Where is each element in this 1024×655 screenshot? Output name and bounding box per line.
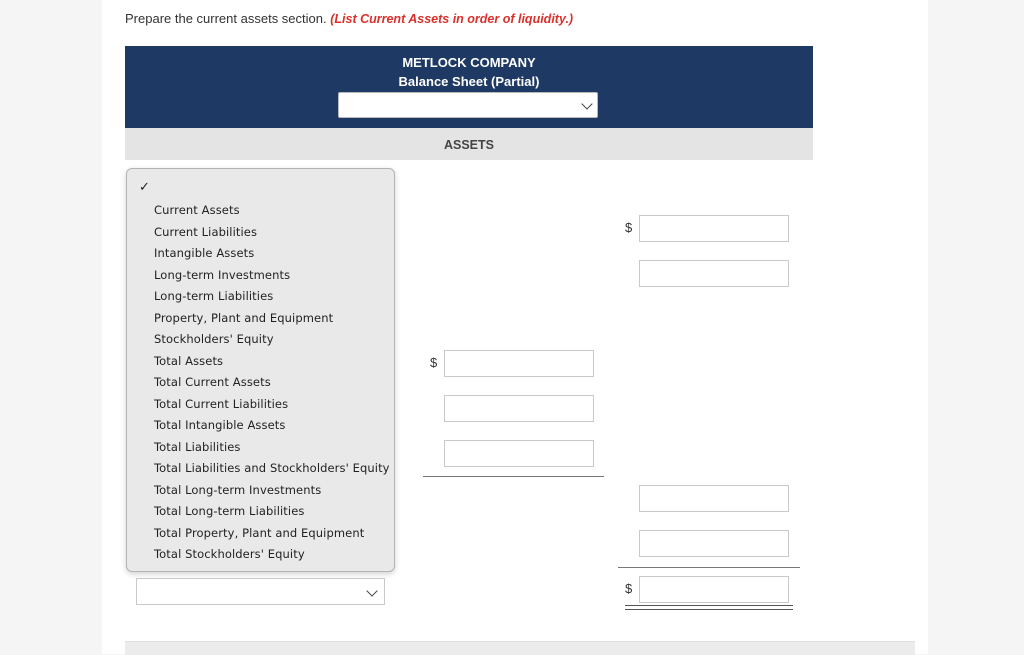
dropdown-option[interactable]: Total Liabilities and Stockholders' Equity — [154, 461, 390, 475]
checkmark-icon: ✓ — [139, 179, 150, 194]
dropdown-option[interactable]: Long-term Investments — [154, 267, 291, 282]
amount-input-mid-3[interactable] — [444, 440, 594, 467]
dropdown-option[interactable]: Total Liabilities — [154, 439, 241, 454]
instruction-hint: (List Current Assets in order of liquidity.) — [330, 12, 574, 26]
statement-title: Balance Sheet (Partial) — [398, 74, 540, 89]
chevron-down-icon — [581, 98, 592, 109]
instruction-text: Prepare the current assets section. — [125, 11, 327, 26]
amount-input-right-2[interactable] — [639, 260, 789, 287]
dropdown-option[interactable]: Total Stockholders' Equity — [154, 547, 305, 561]
dropdown-option[interactable]: Total Long-term Investments — [154, 482, 322, 497]
amount-input-total[interactable] — [639, 576, 789, 603]
dropdown-option[interactable]: Property, Plant and Equipment — [154, 310, 334, 325]
dropdown-option[interactable]: Total Current Assets — [154, 375, 271, 389]
dropdown-option[interactable]: Intangible Assets — [154, 246, 255, 260]
amount-input-right-1[interactable] — [639, 215, 789, 242]
dropdown-options — [154, 202, 390, 568]
account-type-dropdown-menu[interactable] — [126, 168, 395, 572]
subtotal-rule — [423, 476, 604, 477]
dropdown-option[interactable]: Total Assets — [154, 353, 224, 368]
amount-input-right-4[interactable] — [639, 530, 789, 557]
amount-input-right-3[interactable] — [639, 485, 789, 512]
footer-band — [125, 641, 915, 655]
dropdown-option[interactable]: Long-term Liabilities — [154, 289, 274, 303]
dropdown-option[interactable]: Current Assets — [154, 203, 240, 217]
instruction — [125, 11, 573, 26]
dollar-sign: $ — [625, 220, 633, 235]
dropdown-option[interactable]: Stockholders' Equity — [154, 332, 274, 346]
dropdown-option[interactable]: Total Intangible Assets — [154, 418, 286, 432]
assets-label: ASSETS — [443, 138, 494, 152]
dropdown-option[interactable]: Current Liabilities — [154, 224, 258, 239]
dollar-sign: $ — [625, 581, 633, 596]
total-rule — [618, 567, 800, 568]
date-select[interactable] — [338, 92, 598, 118]
dropdown-option[interactable]: Total Long-term Liabilities — [154, 504, 305, 518]
balance-sheet-header — [125, 46, 813, 128]
amount-input-mid-2[interactable] — [444, 395, 594, 422]
chevron-down-icon — [366, 585, 377, 596]
double-underline — [625, 605, 793, 610]
amount-input-mid-1[interactable] — [444, 350, 594, 377]
dropdown-option[interactable]: Total Current Liabilities — [154, 396, 289, 411]
assets-section-band — [125, 128, 813, 160]
dropdown-option[interactable]: Total Property, Plant and Equipment — [154, 525, 365, 540]
account-type-select[interactable] — [136, 578, 385, 605]
company-name: METLOCK COMPANY — [402, 55, 536, 70]
dollar-sign: $ — [430, 355, 438, 370]
